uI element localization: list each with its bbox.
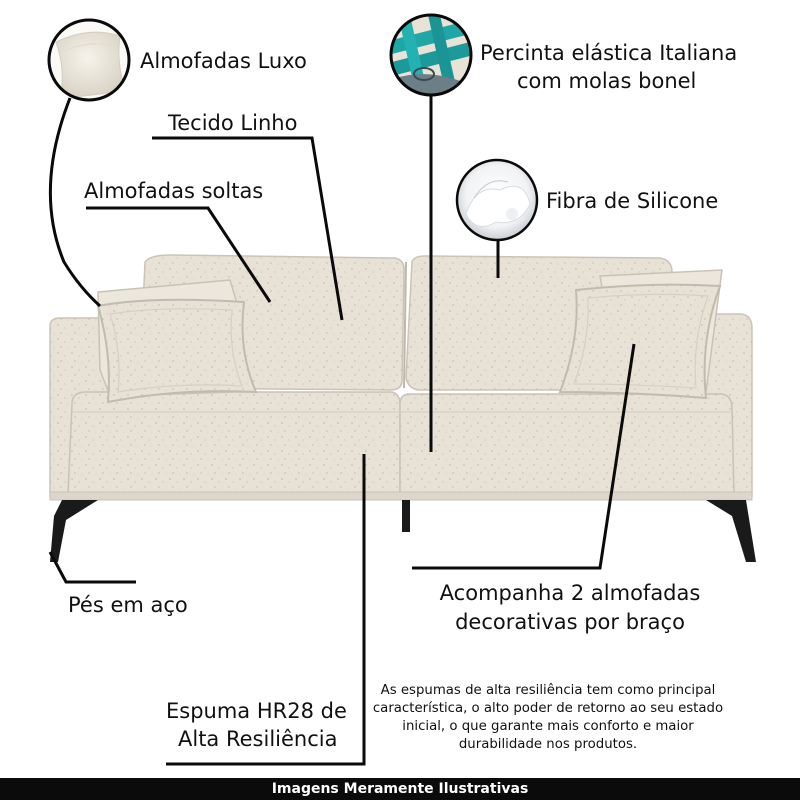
label-espuma-line1: Espuma HR28 de: [166, 699, 347, 723]
leader-pes: [50, 552, 136, 582]
sofa: [50, 255, 756, 562]
label-almofadas-soltas: Almofadas soltas: [84, 179, 264, 203]
fibra-silicone-thumbnail: [457, 160, 537, 240]
label-percinta-line2: com molas bonel: [517, 69, 697, 93]
sofa-base: [50, 492, 752, 500]
leg-center: [402, 500, 410, 532]
label-tecido-linho: Tecido Linho: [168, 111, 298, 135]
label-fibra-silicone: Fibra de Silicone: [546, 189, 719, 213]
label-acompanha-line1: Acompanha 2 almofadas: [439, 581, 701, 605]
footer-disclaimer: Imagens Meramente Ilustrativas: [0, 778, 800, 800]
percinta-thumbnail: [391, 15, 471, 95]
almofadas-luxo-thumbnail: [49, 20, 129, 100]
label-espuma-line2: Alta Resiliência: [178, 727, 338, 751]
seat-cushion-left: [68, 392, 400, 494]
espuma-description-note: As espumas de alta resiliência tem como principal característica, o alto poder de retorno ao seu estado inicial, o que garante mais conforto e maior durabilidade nos produtos.: [372, 683, 724, 752]
label-almofadas-luxo: Almofadas Luxo: [140, 49, 307, 73]
leg-right: [706, 500, 756, 562]
label-pes-aco: Pés em aço: [68, 593, 188, 617]
label-acompanha-line2: decorativas por braço: [455, 610, 685, 634]
label-percinta-line1: Percinta elástica Italiana: [480, 41, 738, 65]
leg-left: [50, 500, 98, 562]
seat-cushion-right: [400, 394, 734, 494]
